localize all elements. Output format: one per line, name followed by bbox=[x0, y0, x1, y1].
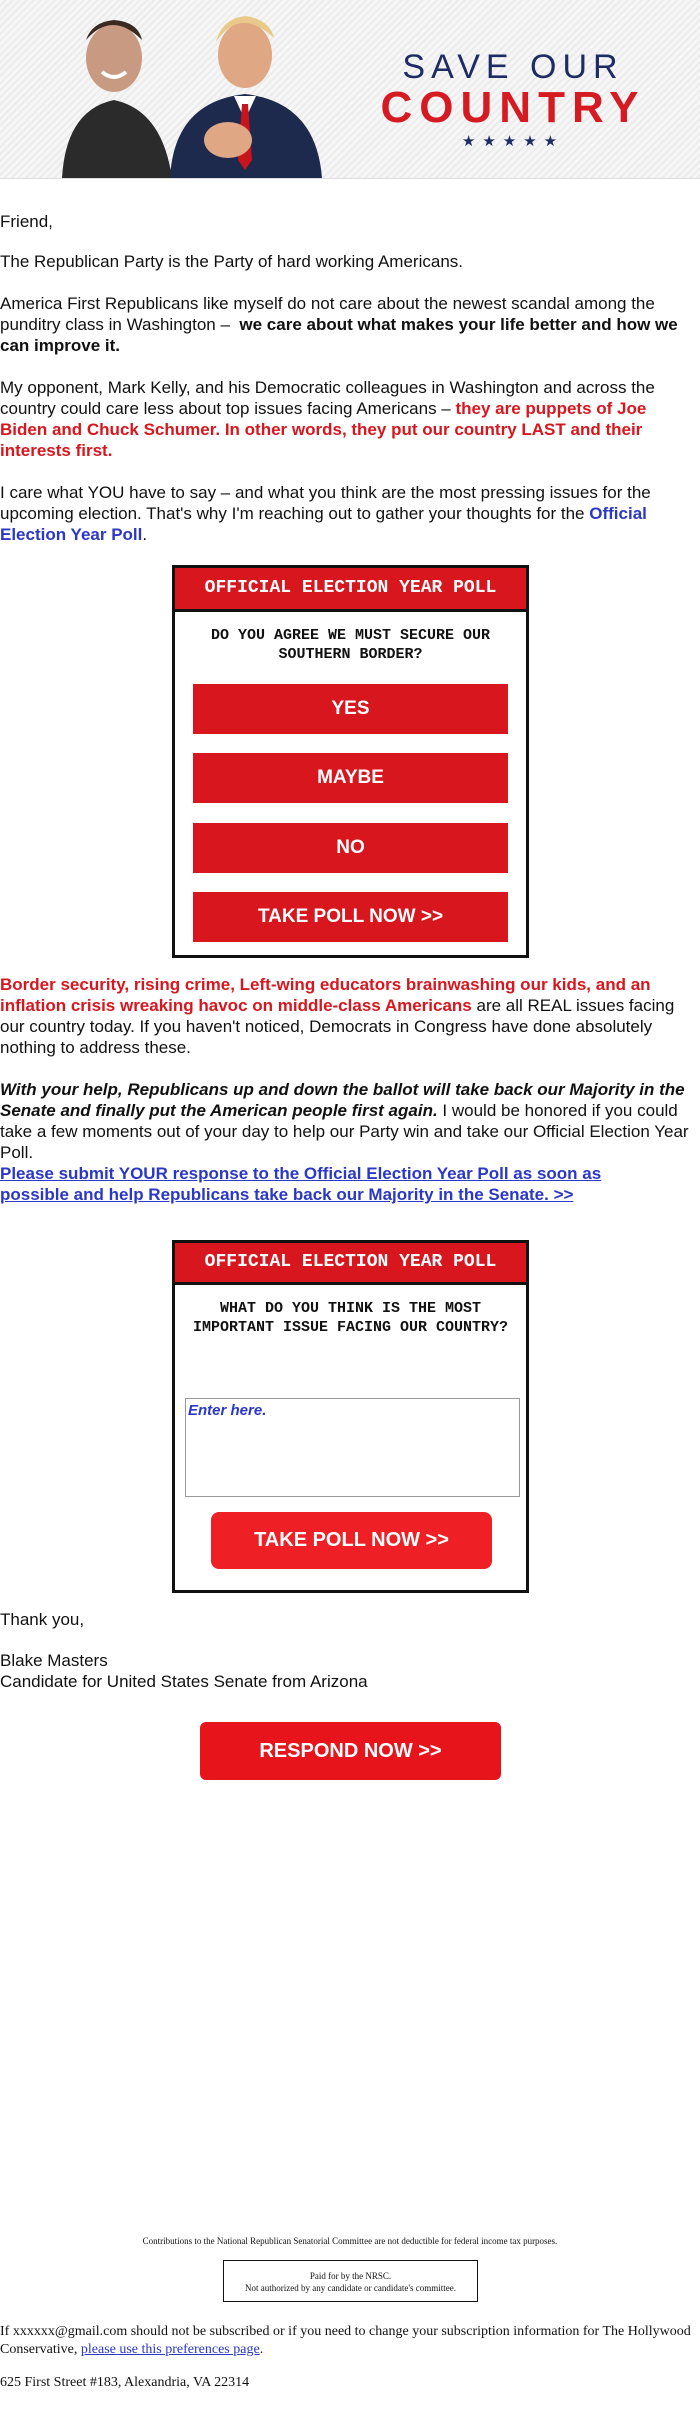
issue-input[interactable]: Enter here. bbox=[185, 1398, 520, 1497]
paragraph-5 bbox=[0, 974, 696, 1058]
respond-now-button[interactable]: RESPOND NOW >> bbox=[200, 1722, 501, 1780]
logo-line-1: SAVE OUR bbox=[402, 48, 624, 86]
official-poll-link[interactable]: Official Election Year Poll bbox=[0, 504, 647, 544]
save-our-country-logo bbox=[368, 48, 658, 150]
paragraph-1: The Republican Party is the Party of hard working Americans. bbox=[0, 252, 463, 271]
mailing-address: 625 First Street #183, Alexandria, VA 22314 bbox=[0, 2375, 250, 2390]
paragraph-6 bbox=[0, 1079, 696, 1163]
paragraph-2-text: America First Republicans like myself do not care about the newest scandal among the punditry class in Washington – bbox=[0, 294, 655, 334]
no-button[interactable]: NO bbox=[193, 823, 508, 873]
unsubscribe-notice bbox=[0, 2323, 694, 2359]
paragraph-2 bbox=[0, 293, 696, 356]
paragraph-4 bbox=[0, 482, 696, 545]
logo-line-2: COUNTRY bbox=[380, 83, 646, 132]
paid-for-line-2: Not authorized by any candidate or candidate's committee. bbox=[244, 2283, 457, 2293]
signer-title: Candidate for United States Senate from Arizona bbox=[0, 1672, 368, 1691]
paragraph-5-text: are all REAL issues facing our country today. If you haven't noticed, Democrats in Congress have done absolutely nothing to address these. bbox=[0, 996, 675, 1057]
take-poll-button-2[interactable]: TAKE POLL NOW >> bbox=[211, 1512, 492, 1569]
paid-for-box bbox=[223, 2260, 478, 2302]
paid-for-line-1: Paid for by the NRSC. bbox=[309, 2271, 392, 2281]
signer-name: Blake Masters bbox=[0, 1651, 108, 1670]
submit-response-link[interactable] bbox=[0, 1163, 660, 1205]
paragraph-4-text: I care what YOU have to say – and what you think are the most pressing issues for the upcoming election. That's why I'm reaching out to gather your thoughts for the bbox=[0, 483, 651, 523]
poll-2-title: OFFICIAL ELECTION YEAR POLL bbox=[175, 1243, 526, 1285]
take-poll-button-1[interactable]: TAKE POLL NOW >> bbox=[193, 892, 508, 942]
unsubscribe-end: . bbox=[259, 2342, 264, 2357]
paragraph-5-red: Border security, rising crime, Left-wing educators brainwashing our kids, and an inflation crisis wreaking havoc on middle-class Americans bbox=[0, 975, 651, 1015]
header-banner bbox=[0, 0, 700, 179]
endorser-photo bbox=[150, 0, 340, 178]
poll-2-question: WHAT DO YOU THINK IS THE MOST IMPORTANT ISSUE FACING OUR COUNTRY? bbox=[192, 1300, 509, 1336]
paragraph-3-red: they are puppets of Joe Biden and Chuck Schumer. In other words, they put our country LAST and their interests first. bbox=[0, 399, 647, 460]
unsubscribe-text: If xxxxxx@gmail.com should not be subscribed or if you need to change your subscription information for The Hollywood Conservative, bbox=[0, 2324, 691, 2357]
yes-button[interactable]: YES bbox=[193, 684, 508, 734]
tax-disclaimer: Contributions to the National Republican Senatorial Committee are not deductible for federal income tax purposes. bbox=[142, 2236, 558, 2246]
poll-1-title: OFFICIAL ELECTION YEAR POLL bbox=[175, 568, 526, 612]
paragraph-3 bbox=[0, 377, 696, 461]
paragraph-3-text: My opponent, Mark Kelly, and his Democratic colleagues in Washington and across the country could care less about top issues facing Americans – bbox=[0, 378, 655, 418]
closing: Thank you, bbox=[0, 1610, 85, 1629]
paragraph-4-end: . bbox=[142, 525, 148, 544]
poll-box-2 bbox=[172, 1240, 529, 1593]
preferences-link[interactable]: please use this preferences page bbox=[80, 2342, 260, 2357]
poll-box-1 bbox=[172, 565, 529, 958]
stars-icon: ★★★★★ bbox=[461, 133, 565, 150]
poll-1-question: DO YOU AGREE WE MUST SECURE OUR SOUTHERN BORDER? bbox=[210, 627, 491, 663]
maybe-button[interactable]: MAYBE bbox=[193, 753, 508, 803]
submit-response-link-text[interactable]: Please submit YOUR response to the Official Election Year Poll as soon as possible and help Republicans take back our Majority in the Senate. >> bbox=[0, 1164, 602, 1204]
greeting: Friend, bbox=[0, 212, 53, 231]
paragraph-6-text: I would be honored if you could take a few moments out of your day to help our Party win and take our Official Election Year Poll. bbox=[0, 1101, 689, 1162]
paragraph-2-bold: we care about what makes your life better and how we can improve it. bbox=[0, 315, 678, 355]
paragraph-6-bold-italic: With your help, Republicans up and down the ballot will take back our Majority in the Senate and finally put the American people first again. bbox=[0, 1080, 685, 1120]
